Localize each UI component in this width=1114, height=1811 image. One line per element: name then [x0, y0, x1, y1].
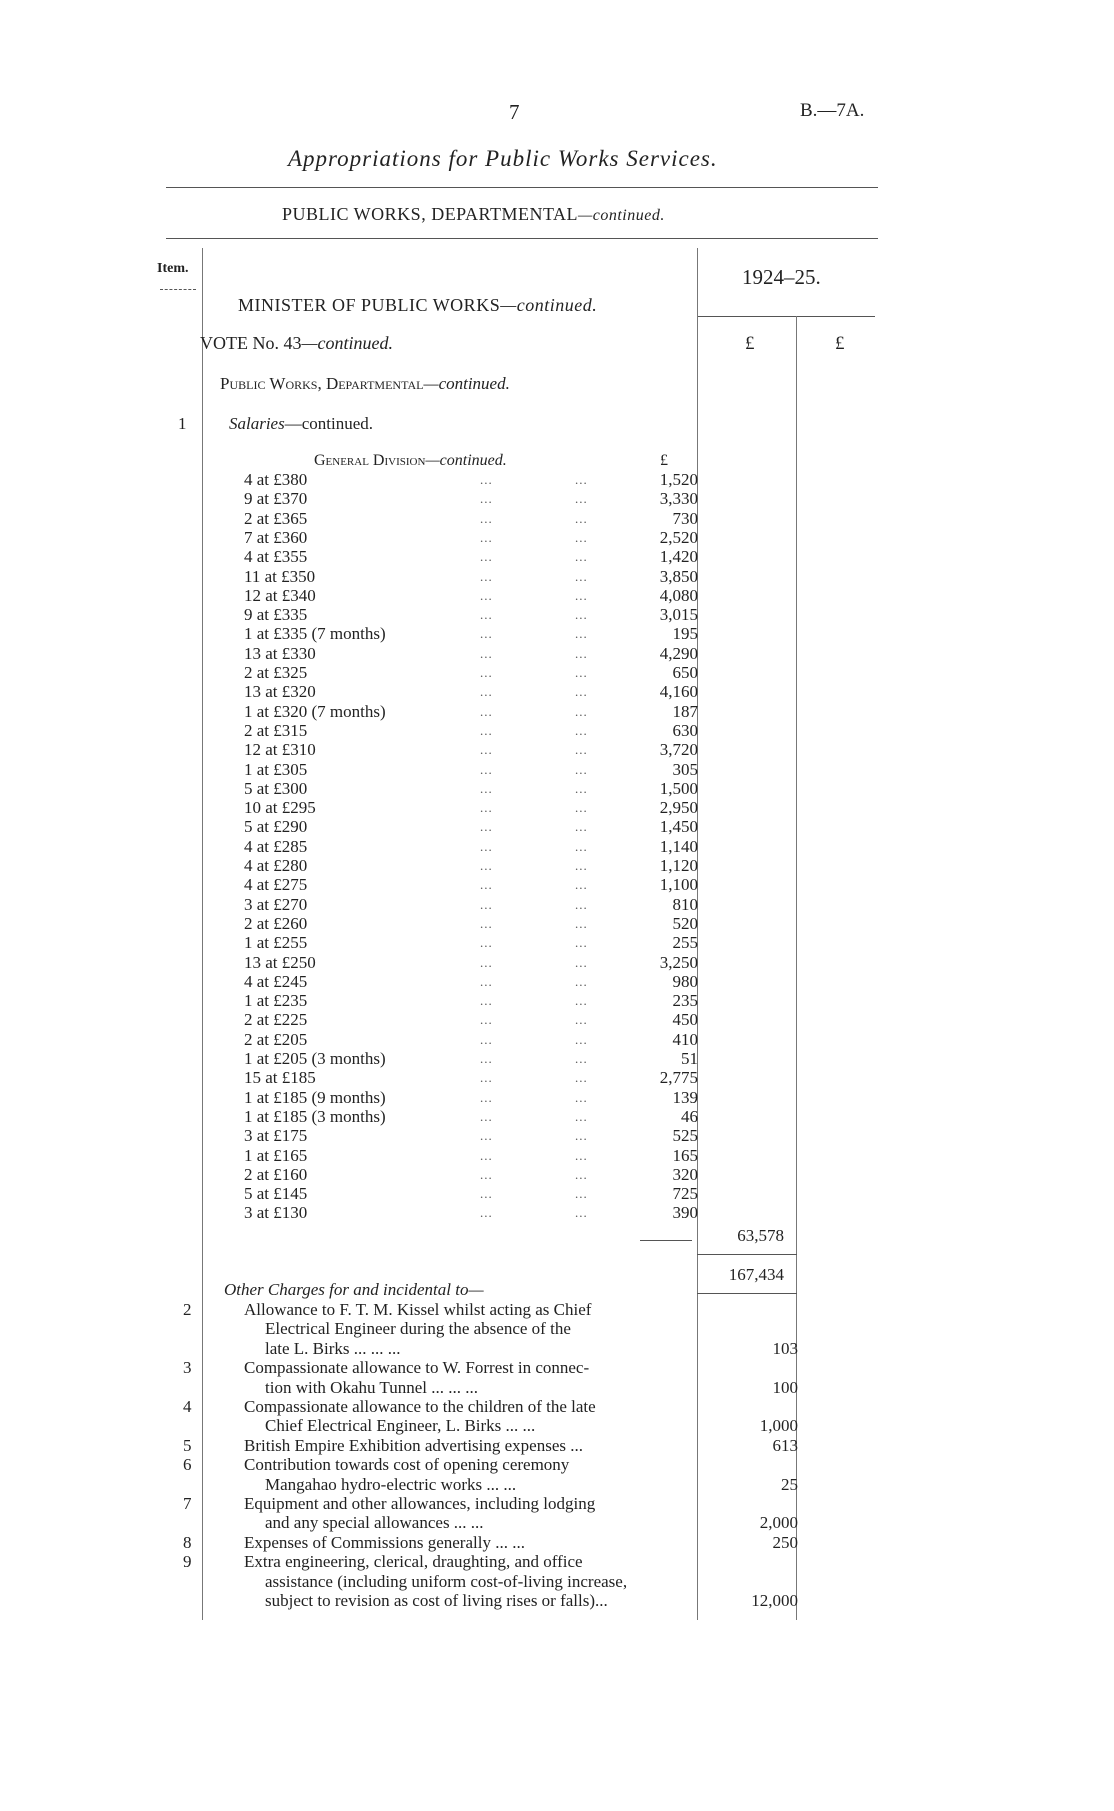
- leader-dots: ...: [575, 896, 588, 912]
- item-description: late L. Birks ... ... ...: [265, 1338, 401, 1358]
- general-division-heading-continued: —continued.: [425, 452, 507, 469]
- salary-amount: 2,520: [659, 527, 698, 547]
- item-description: Expenses of Commissions generally ... ...: [244, 1532, 525, 1552]
- salary-grade-label: 1 at £235: [244, 991, 308, 1011]
- salary-grade-label: 2 at £225: [244, 1010, 308, 1030]
- vote-heading-continued: —continued.: [301, 333, 393, 353]
- leader-dots: ...: [575, 1089, 588, 1105]
- general-division-row: [0, 509, 1114, 529]
- item-number: 2: [183, 1300, 192, 1319]
- leader-dots: ...: [480, 722, 493, 738]
- general-division-heading-main: General Division: [314, 452, 426, 469]
- subtitle-main: PUBLIC WORKS, DEPARTMENTAL: [282, 204, 579, 224]
- salary-grade-label: 13 at £320: [244, 682, 316, 702]
- salary-amount: 3,015: [659, 605, 698, 625]
- salary-grade-label: 4 at £245: [244, 971, 308, 991]
- other-charges-line: [0, 1572, 1114, 1592]
- leader-dots: ...: [575, 529, 588, 545]
- leader-dots: ...: [575, 819, 588, 835]
- item-description: Allowance to F. T. M. Kissel whilst acting as Chief: [244, 1300, 592, 1319]
- salary-amount: 305: [672, 759, 698, 779]
- leader-dots: ...: [480, 684, 493, 700]
- general-division-row: [0, 740, 1114, 760]
- salary-amount: 4,290: [659, 643, 698, 663]
- salary-grade-label: 2 at £325: [244, 663, 308, 682]
- salary-grade-label: 5 at £290: [244, 817, 308, 837]
- salary-grade-label: 13 at £250: [244, 952, 316, 972]
- leader-dots: ...: [575, 838, 588, 854]
- general-division-row: [0, 914, 1114, 934]
- item-amount: 2,000: [759, 1513, 798, 1533]
- item-amount: 250: [772, 1532, 798, 1552]
- general-division-row: [0, 528, 1114, 548]
- general-division-currency: £: [660, 452, 668, 469]
- salary-amount: 1,500: [659, 778, 698, 798]
- leader-dots: ...: [575, 858, 588, 873]
- salary-amount: 3,850: [659, 566, 698, 586]
- item-number: 5: [183, 1435, 192, 1455]
- salary-amount: 195: [672, 624, 698, 644]
- other-charges-line: [0, 1416, 1114, 1436]
- salary-grade-label: 1 at £205 (3 months): [244, 1049, 386, 1068]
- salary-grade-label: 13 at £330: [244, 643, 316, 663]
- leader-dots: ...: [575, 935, 588, 951]
- leader-dots: ...: [480, 645, 493, 661]
- leader-dots: ...: [575, 703, 588, 719]
- general-division-row: [0, 470, 1114, 490]
- salary-amount: 3,330: [659, 489, 698, 509]
- salary-amount: 1,520: [659, 470, 698, 489]
- general-division-row: [0, 1068, 1114, 1088]
- salary-grade-label: 1 at £185 (3 months): [244, 1106, 386, 1126]
- leader-dots: ...: [480, 607, 493, 623]
- general-division-row: [0, 547, 1114, 567]
- leader-dots: ...: [480, 780, 493, 796]
- public-works-heading-continued: —continued.: [423, 374, 510, 393]
- general-division-row: [0, 1165, 1114, 1185]
- general-subtotal-rule: [640, 1240, 692, 1241]
- leader-dots: ...: [575, 510, 588, 526]
- item-number: 4: [183, 1397, 192, 1416]
- general-division-row: [0, 895, 1114, 915]
- leader-dots: ...: [575, 626, 588, 642]
- salary-grade-label: 12 at £310: [244, 740, 316, 760]
- item-description: Mangahao hydro-electric works ... ...: [265, 1474, 517, 1494]
- general-division-row: [0, 856, 1114, 876]
- item-description: Contribution towards cost of opening ceremony: [244, 1455, 570, 1475]
- leader-dots: ...: [480, 1051, 493, 1066]
- leader-dots: ...: [575, 877, 588, 893]
- item-description: subject to revision as cost of living rises or falls)...: [265, 1591, 608, 1610]
- year-header-rule: [697, 316, 875, 317]
- salary-grade-label: 1 at £255: [244, 933, 308, 953]
- leader-dots: ...: [480, 1205, 493, 1221]
- salary-amount: 450: [672, 1010, 698, 1030]
- leader-dots: ...: [575, 915, 588, 931]
- leader-dots: ...: [480, 819, 493, 835]
- salary-amount: 4,160: [659, 682, 698, 702]
- leader-dots: ...: [480, 1147, 493, 1163]
- salary-amount: 139: [672, 1087, 698, 1107]
- leader-dots: ...: [480, 491, 493, 507]
- salary-amount: 187: [672, 701, 698, 721]
- general-division-row: [0, 760, 1114, 780]
- title-rule: [166, 187, 878, 188]
- salary-amount: 1,450: [659, 817, 698, 837]
- leader-dots: ...: [575, 1128, 588, 1144]
- general-division-row: [0, 1184, 1114, 1204]
- item-number: 7: [183, 1494, 192, 1513]
- salary-grade-label: 9 at £370: [244, 489, 308, 509]
- minister-heading-continued: —continued.: [500, 295, 598, 315]
- leader-dots: ...: [480, 1128, 493, 1144]
- leader-dots: ...: [480, 1012, 493, 1028]
- general-division-row: [0, 489, 1114, 509]
- salary-amount: 980: [672, 971, 698, 991]
- leader-dots: ...: [480, 800, 493, 816]
- leader-dots: ...: [575, 1070, 588, 1086]
- leader-dots: ...: [480, 761, 493, 777]
- subtitle-rule: [166, 238, 878, 239]
- vote-heading: [200, 333, 393, 354]
- salary-amount: 520: [672, 913, 698, 933]
- salary-amount: 650: [672, 663, 698, 682]
- leader-dots: ...: [480, 1108, 493, 1124]
- salary-amount: 3,720: [659, 740, 698, 760]
- salary-amount: 4,080: [659, 585, 698, 605]
- leader-dots: ...: [480, 858, 493, 873]
- general-division-row: [0, 586, 1114, 606]
- general-division-row: [0, 933, 1114, 953]
- item-amount: 12,000: [751, 1591, 798, 1610]
- salary-grade-label: 11 at £350: [244, 566, 316, 586]
- leader-dots: ...: [575, 1186, 588, 1202]
- general-division-row: [0, 837, 1114, 857]
- general-division-row: [0, 682, 1114, 702]
- leader-dots: ...: [480, 973, 493, 989]
- salary-grade-label: 1 at £165: [244, 1145, 308, 1165]
- salaries-heading-main: Salaries: [229, 414, 285, 433]
- salary-amount: 235: [672, 991, 698, 1011]
- other-charges-line: [0, 1339, 1114, 1359]
- salary-amount: 2,775: [659, 1068, 698, 1088]
- salary-grade-label: 7 at £360: [244, 527, 308, 547]
- item-amount: 1,000: [759, 1416, 798, 1436]
- item-description: Chief Electrical Engineer, L. Birks ... ...: [265, 1416, 536, 1436]
- general-division-row: [0, 1107, 1114, 1127]
- general-division-heading: [314, 452, 507, 470]
- salary-grade-label: 4 at £280: [244, 856, 308, 875]
- item-description: Compassionate allowance to W. Forrest in connec-: [244, 1358, 590, 1378]
- salaries-total-rule-top: [697, 1254, 797, 1255]
- leader-dots: ...: [480, 915, 493, 931]
- general-division-row: [0, 567, 1114, 587]
- leader-dots: ...: [480, 896, 493, 912]
- salaries-total: 167,434: [728, 1265, 784, 1284]
- leader-dots: ...: [480, 529, 493, 545]
- document-reference: B.—7A.: [800, 100, 865, 121]
- general-division-row: [0, 798, 1114, 818]
- leader-dots: ...: [480, 510, 493, 526]
- item-description: Electrical Engineer during the absence of the: [265, 1319, 571, 1339]
- leader-dots: ...: [480, 1031, 493, 1047]
- leader-dots: ...: [480, 1070, 493, 1086]
- general-division-row: [0, 991, 1114, 1011]
- leader-dots: ...: [480, 568, 493, 584]
- currency-header-left: £: [745, 333, 755, 354]
- item-amount: 103: [772, 1338, 798, 1358]
- leader-dots: ...: [575, 1051, 588, 1066]
- public-works-heading: [220, 374, 510, 394]
- item-description: assistance (including uniform cost-of-living increase,: [265, 1571, 628, 1591]
- salary-amount: 320: [672, 1164, 698, 1184]
- other-charges-line: [0, 1455, 1114, 1475]
- leader-dots: ...: [575, 1012, 588, 1028]
- salary-grade-label: 2 at £365: [244, 508, 308, 528]
- salary-grade-label: 2 at £260: [244, 913, 308, 933]
- general-division-row: [0, 1126, 1114, 1146]
- salary-grade-label: 12 at £340: [244, 585, 316, 605]
- leader-dots: ...: [480, 626, 493, 642]
- leader-dots: ...: [575, 973, 588, 989]
- other-charges-line: [0, 1533, 1114, 1553]
- general-division-row: [0, 1049, 1114, 1069]
- leader-dots: ...: [480, 587, 493, 603]
- salary-amount: 725: [672, 1184, 698, 1204]
- other-charges-line: [0, 1319, 1114, 1339]
- leader-dots: ...: [575, 1147, 588, 1163]
- general-division-row: [0, 1030, 1114, 1050]
- salary-grade-label: 5 at £300: [244, 778, 308, 798]
- page-number: 7: [509, 100, 520, 124]
- general-division-row: [0, 644, 1114, 664]
- general-division-row: [0, 972, 1114, 992]
- minister-heading: [238, 295, 597, 316]
- salary-grade-label: 10 at £295: [244, 798, 316, 818]
- salary-amount: 1,100: [659, 875, 698, 895]
- other-charges-line: [0, 1358, 1114, 1378]
- salary-amount: 410: [672, 1029, 698, 1049]
- leader-dots: ...: [480, 954, 493, 970]
- salary-grade-label: 4 at £285: [244, 836, 308, 856]
- item-amount: 25: [781, 1474, 798, 1494]
- leader-dots: ...: [480, 993, 493, 1009]
- salary-grade-label: 15 at £185: [244, 1068, 316, 1088]
- salary-amount: 46: [681, 1106, 698, 1126]
- item-amount: 100: [772, 1377, 798, 1397]
- leader-dots: ...: [575, 954, 588, 970]
- general-division-row: [0, 663, 1114, 683]
- leader-dots: ...: [575, 722, 588, 738]
- salary-grade-label: 4 at £355: [244, 547, 308, 567]
- minister-heading-main: MINISTER OF PUBLIC WORKS: [238, 295, 501, 315]
- general-division-row: [0, 624, 1114, 644]
- item-amount: 613: [772, 1435, 798, 1455]
- salary-grade-label: 9 at £335: [244, 605, 308, 625]
- leader-dots: ...: [480, 1186, 493, 1202]
- salary-grade-label: 1 at £335 (7 months): [244, 624, 386, 644]
- salary-grade-label: 4 at £380: [244, 470, 308, 489]
- salary-amount: 1,120: [659, 856, 698, 875]
- leader-dots: ...: [575, 684, 588, 700]
- leader-dots: ...: [575, 607, 588, 623]
- general-division-row: [0, 953, 1114, 973]
- salaries-item-number: 1: [178, 414, 187, 433]
- general-division-row: [0, 779, 1114, 799]
- other-charges-line: [0, 1397, 1114, 1417]
- item-description: tion with Okahu Tunnel ... ... ...: [265, 1377, 478, 1397]
- leader-dots: ...: [480, 742, 493, 758]
- other-charges-line: [0, 1300, 1114, 1320]
- leader-dots: ...: [575, 568, 588, 584]
- other-charges-line: [0, 1436, 1114, 1456]
- page-title: Appropriations for Public Works Services.: [288, 146, 718, 171]
- general-division-row: [0, 875, 1114, 895]
- salary-grade-label: 3 at £175: [244, 1126, 308, 1146]
- item-description: Compassionate allowance to the children of the late: [244, 1397, 596, 1416]
- leader-dots: ...: [480, 665, 493, 680]
- salary-amount: 390: [672, 1203, 698, 1223]
- item-description: and any special allowances ... ...: [265, 1513, 484, 1533]
- leader-dots: ...: [480, 1166, 493, 1182]
- general-division-row: [0, 1203, 1114, 1223]
- general-division-row: [0, 1146, 1114, 1166]
- item-description: Equipment and other allowances, including lodging: [244, 1494, 596, 1513]
- salary-amount: 3,250: [659, 952, 698, 972]
- subtitle-continued: —continued.: [578, 207, 665, 224]
- leader-dots: ...: [575, 1031, 588, 1047]
- page-subtitle: [282, 204, 665, 225]
- salaries-heading-continued: —continued.: [284, 414, 374, 433]
- leader-dots: ...: [480, 703, 493, 719]
- leader-dots: ...: [480, 935, 493, 951]
- leader-dots: ...: [575, 587, 588, 603]
- general-division-row: [0, 605, 1114, 625]
- item-description: Extra engineering, clerical, draughting, and office: [244, 1552, 583, 1572]
- salaries-heading: [229, 414, 373, 434]
- leader-dots: ...: [480, 549, 493, 565]
- salary-amount: 810: [672, 894, 698, 914]
- item-number: 3: [183, 1358, 192, 1378]
- item-number: 9: [183, 1552, 192, 1572]
- salary-amount: 1,420: [659, 547, 698, 567]
- leader-dots: ...: [575, 1166, 588, 1182]
- salary-grade-label: 1 at £320 (7 months): [244, 701, 386, 721]
- item-number: 8: [183, 1532, 192, 1552]
- other-charges-line: [0, 1494, 1114, 1514]
- general-division-row: [0, 1010, 1114, 1030]
- general-division-row: [0, 721, 1114, 741]
- other-charges-line: [0, 1552, 1114, 1572]
- other-charges-line: [0, 1591, 1114, 1611]
- other-charges-heading: Other Charges for and incidental to—: [224, 1280, 484, 1299]
- salary-amount: 630: [672, 720, 698, 740]
- leader-dots: ...: [480, 1089, 493, 1105]
- leader-dots: ...: [575, 780, 588, 796]
- salary-amount: 255: [672, 933, 698, 953]
- salary-grade-label: 1 at £305: [244, 759, 308, 779]
- general-division-row: [0, 1088, 1114, 1108]
- item-description: British Empire Exhibition advertising expenses ...: [244, 1435, 584, 1455]
- item-number: 6: [183, 1455, 192, 1475]
- general-division-total: 63,578: [737, 1226, 784, 1245]
- leader-dots: ...: [480, 877, 493, 893]
- salary-amount: 2,950: [659, 798, 698, 818]
- currency-header-right: £: [835, 333, 845, 354]
- leader-dots: ...: [575, 549, 588, 565]
- leader-dots: ...: [575, 993, 588, 1009]
- leader-dots: ...: [575, 800, 588, 816]
- salary-amount: 525: [672, 1126, 698, 1146]
- leader-dots: ...: [575, 491, 588, 507]
- leader-dots: ...: [575, 665, 588, 680]
- leader-dots: ...: [480, 472, 493, 487]
- salary-grade-label: 2 at £160: [244, 1164, 308, 1184]
- item-column-header: Item.: [157, 261, 189, 276]
- vote-heading-main: VOTE No. 43: [200, 333, 302, 353]
- public-works-heading-main: Public Works, Departmental: [220, 374, 424, 393]
- salaries-total-rule-bottom: [697, 1293, 797, 1294]
- other-charges-line: [0, 1475, 1114, 1495]
- salary-grade-label: 2 at £315: [244, 720, 308, 740]
- salary-grade-label: 3 at £130: [244, 1203, 308, 1223]
- salary-amount: 165: [672, 1145, 698, 1165]
- leader-dots: ...: [575, 742, 588, 758]
- other-charges-line: [0, 1513, 1114, 1533]
- salary-amount: 51: [681, 1049, 698, 1068]
- leader-dots: ...: [575, 1205, 588, 1221]
- leader-dots: ...: [575, 761, 588, 777]
- year-header: 1924–25.: [742, 265, 821, 289]
- salary-amount: 1,140: [659, 836, 698, 856]
- salary-grade-label: 2 at £205: [244, 1029, 308, 1049]
- salary-grade-label: 5 at £145: [244, 1184, 308, 1204]
- leader-dots: ...: [480, 838, 493, 854]
- leader-dots: ...: [575, 1108, 588, 1124]
- leader-dots: ...: [575, 472, 588, 487]
- salary-grade-label: 4 at £275: [244, 875, 308, 895]
- leader-dots: ...: [575, 645, 588, 661]
- salary-grade-label: 1 at £185 (9 months): [244, 1087, 386, 1107]
- general-division-row: [0, 817, 1114, 837]
- salary-grade-label: 3 at £270: [244, 894, 308, 914]
- salary-amount: 730: [672, 508, 698, 528]
- other-charges-line: [0, 1378, 1114, 1398]
- general-division-row: [0, 702, 1114, 722]
- item-header-rule: [160, 289, 196, 290]
